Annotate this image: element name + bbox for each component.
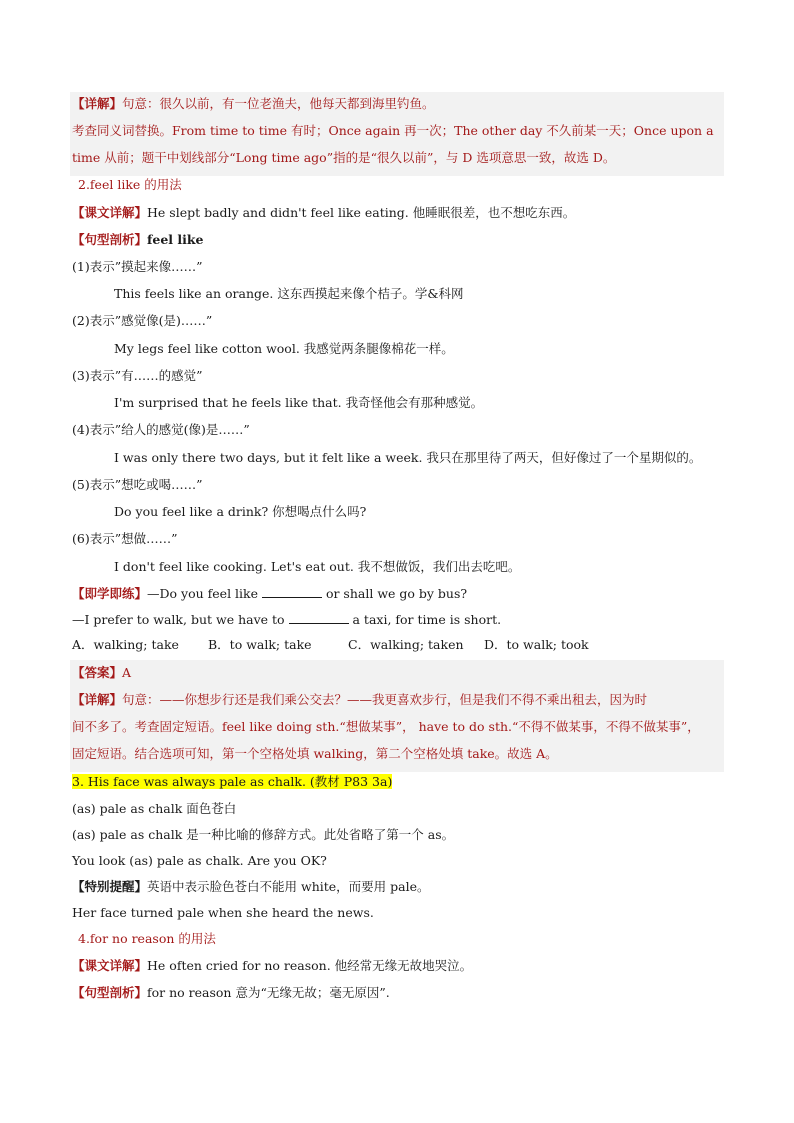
section-3-line-2: (as) pale as chalk 是一种比喻的修辞方式。此处省略了第一个 as。	[72, 827, 455, 842]
exercise-question-2	[72, 611, 501, 629]
detail-line-1	[72, 691, 647, 709]
usage-label: (3)表示”有……的感觉”	[72, 368, 203, 383]
exercise-q2-pre: —I prefer to walk, but we have to	[72, 612, 289, 627]
section-4-juxing	[72, 984, 390, 1002]
juxing-tag: 【句型剖析】	[72, 232, 148, 247]
exercise-options	[72, 636, 589, 654]
exercise-tag: 【即学即练】	[72, 586, 148, 601]
usage-example: This feels like an orange. 这东西摸起来像个桔子。学&科网	[114, 286, 464, 301]
section-3-line-3: You look (as) pale as chalk. Are you OK?	[72, 853, 327, 868]
section-3-line-5: Her face turned pale when she heard the news.	[72, 905, 374, 920]
section-4-kewen	[72, 957, 472, 975]
exercise-question-1	[72, 585, 467, 603]
usage-label: (1)表示”摸起来像……”	[72, 259, 203, 274]
usage-example: I'm surprised that he feels like that. 我奇怪他会有那种感觉。	[114, 395, 484, 410]
usage-label: (6)表示”想做……”	[72, 531, 178, 546]
usage-label: (4)表示”给人的感觉(像)是……”	[72, 422, 250, 437]
kewen-tag: 【课文详解】	[72, 205, 148, 220]
kewen-text: He slept badly and didn't feel like eating. 他睡眠很差，也不想吃东西。	[147, 205, 576, 220]
answer-blank	[289, 612, 349, 624]
highlighted-heading: 3. His face was always pale as chalk. (教材 P83 3a)	[72, 774, 393, 789]
kewen-text: He often cried for no reason. 他经常无缘无故地哭泣。	[147, 958, 473, 973]
usage-example: I was only there two days, but it felt like a week. 我只在那里待了两天，但好像过了一个星期似的。	[114, 450, 702, 465]
exercise-q1-post: or shall we go by bus?	[321, 586, 468, 601]
kewen-tag: 【课文详解】	[72, 958, 148, 973]
section-3-line-1: (as) pale as chalk 面色苍白	[72, 801, 237, 816]
explanation-line-1	[72, 95, 435, 113]
section-2-heading: 2.feel like 的用法	[78, 177, 182, 192]
usage-example: I don't feel like cooking. Let's eat out. 我不想做饭，我们出去吃吧。	[114, 559, 521, 574]
answer-tag: 【答案】	[72, 665, 123, 680]
detail-tag: 【详解】	[72, 692, 123, 707]
exercise-q1-pre: —Do you feel like	[147, 586, 262, 601]
section-4-heading: 4.for no reason 的用法	[78, 931, 216, 946]
detail-tag: 【详解】	[72, 96, 123, 111]
option-c: C．walking; taken	[348, 637, 464, 652]
juxing-text: for no reason 意为“无缘无故；毫无原因”.	[147, 985, 390, 1000]
section-3-tip	[72, 878, 429, 896]
option-a: A．walking; take	[72, 637, 179, 652]
tip-tag: 【特别提醒】	[72, 879, 148, 894]
tip-text: 英语中表示脸色苍白不能用 white，而要用 pale。	[147, 879, 430, 894]
juxing-text: feel like	[147, 232, 204, 247]
detail-line-2: 间不多了。考查固定短语。feel like doing sth.“想做某事”， have to do sth.“不得不做某事，不得不做某事”，	[72, 719, 700, 734]
option-b: B．to walk; take	[208, 637, 312, 652]
answer-line	[72, 664, 131, 682]
section-2-kewen	[72, 204, 575, 222]
detail-text: 句意：很久以前，有一位老渔夫，他每天都到海里钓鱼。	[122, 96, 435, 111]
section-2-juxing	[72, 231, 204, 249]
option-d: D．to walk; took	[484, 637, 589, 652]
answer-blank	[262, 586, 322, 598]
usage-label: (5)表示”想吃或喝……”	[72, 477, 203, 492]
detail-line-3: 固定短语。结合选项可知，第一个空格处填 walking，第二个空格处填 take。故选 A。	[72, 746, 558, 761]
juxing-tag: 【句型剖析】	[72, 985, 148, 1000]
answer-value: A	[122, 665, 132, 680]
section-3-heading	[72, 773, 392, 791]
detail-text: 句意：——你想步行还是我们乘公交去？——我更喜欢步行，但是我们不得不乘出租去，因为时	[122, 692, 648, 707]
exercise-q2-post: a taxi, for time is short.	[348, 612, 502, 627]
usage-label: (2)表示”感觉像(是)……”	[72, 313, 213, 328]
usage-example: Do you feel like a drink? 你想喝点什么吗?	[114, 504, 367, 519]
explanation-line-3: time 从前；题干中划线部分“Long time ago”指的是“很久以前”，与 D 选项意思一致，故选 D。	[72, 150, 616, 165]
usage-example: My legs feel like cotton wool. 我感觉两条腿像棉花一样。	[114, 341, 454, 356]
explanation-line-2: 考查同义词替换。From time to time 有时；Once again 再一次；The other day 不久前某一天；Once upon a	[72, 123, 714, 138]
